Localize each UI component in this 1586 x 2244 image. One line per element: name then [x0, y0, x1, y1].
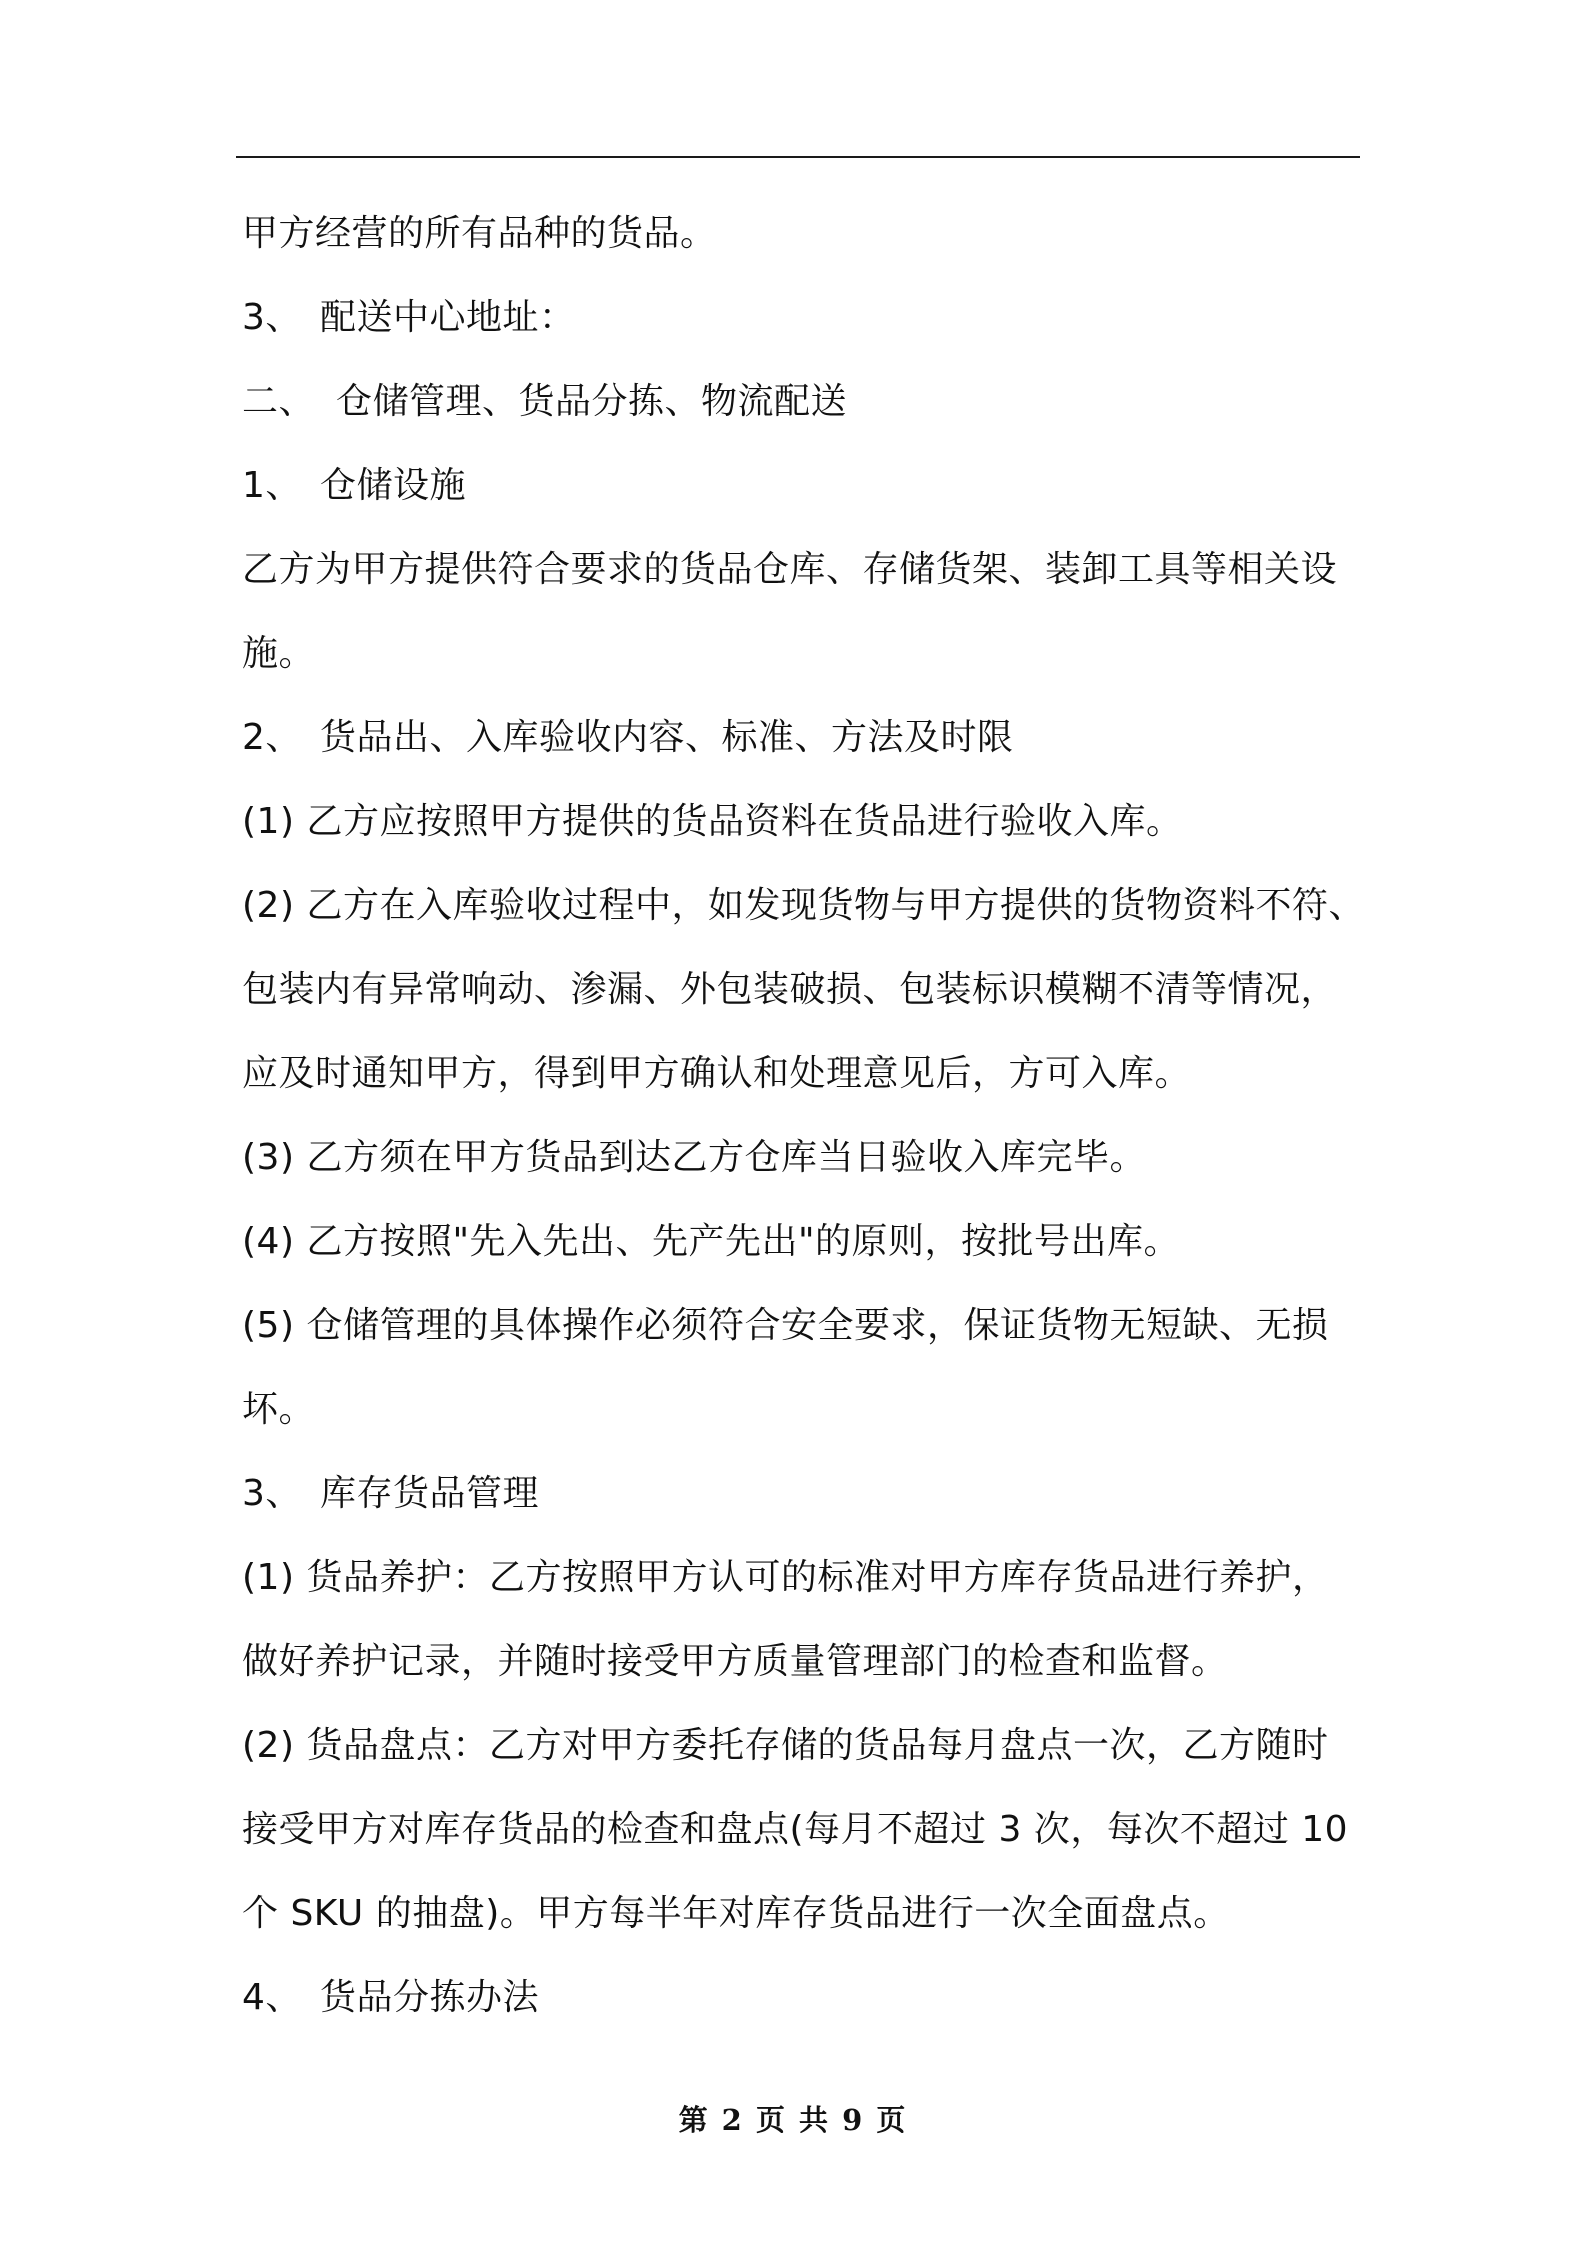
section-title: 货品分拣办法	[320, 1977, 540, 2018]
body-line	[242, 528, 1382, 612]
body-line	[242, 1620, 1382, 1704]
body-line	[242, 1788, 1382, 1872]
document-body	[242, 192, 1382, 2040]
chapter-title: 仓储管理、货品分拣、物流配送	[336, 381, 848, 422]
line-text: 个 SKU 的抽盘)。甲方每半年对库存货品进行一次全面盘点。	[242, 1893, 1230, 1934]
line-text: (2) 货品盘点：乙方对甲方委托存储的货品每月盘点一次，乙方随时	[242, 1725, 1329, 1766]
body-line	[242, 1368, 1382, 1452]
section-heading	[242, 276, 1382, 360]
body-line	[242, 948, 1382, 1032]
body-line	[242, 1536, 1382, 1620]
body-line	[242, 1704, 1382, 1788]
section-heading	[242, 1452, 1382, 1536]
line-text: 应及时通知甲方，得到甲方确认和处理意见后，方可入库。	[242, 1053, 1192, 1094]
body-line	[242, 1032, 1382, 1116]
body-line	[242, 1200, 1382, 1284]
chapter-number: 二、	[242, 381, 316, 422]
line-text: 甲方经营的所有品种的货品。	[242, 213, 717, 254]
section-heading	[242, 1956, 1382, 2040]
body-line	[242, 1284, 1382, 1368]
body-line	[242, 612, 1382, 696]
line-text: 包装内有异常响动、渗漏、外包装破损、包装标识模糊不清等情况，	[242, 969, 1338, 1010]
line-text: 施。	[242, 633, 316, 674]
section-number: 1、	[242, 465, 302, 506]
line-text: (4) 乙方按照"先入先出、先产先出"的原则，按批号出库。	[242, 1221, 1181, 1262]
line-text: 坏。	[242, 1389, 316, 1430]
page-number-footer: 第 2 页 共 9 页	[678, 2103, 908, 2137]
section-number: 3、	[242, 1473, 302, 1514]
section-title: 配送中心地址：	[320, 297, 576, 338]
section-title: 库存货品管理	[320, 1473, 540, 1514]
section-number: 3、	[242, 297, 302, 338]
line-text: 乙方为甲方提供符合要求的货品仓库、存储货架、装卸工具等相关设	[242, 549, 1338, 590]
body-line	[242, 780, 1382, 864]
line-text: (3) 乙方须在甲方货品到达乙方仓库当日验收入库完毕。	[242, 1137, 1146, 1178]
body-line	[242, 1872, 1382, 1956]
chapter-heading	[242, 360, 1382, 444]
section-heading	[242, 444, 1382, 528]
section-title: 仓储设施	[320, 465, 467, 506]
section-number: 4、	[242, 1977, 302, 2018]
body-line	[242, 192, 1382, 276]
section-heading	[242, 696, 1382, 780]
body-line	[242, 864, 1382, 948]
section-title: 货品出、入库验收内容、标准、方法及时限	[320, 717, 1014, 758]
line-text: (5) 仓储管理的具体操作必须符合安全要求，保证货物无短缺、无损	[242, 1305, 1329, 1346]
section-number: 2、	[242, 717, 302, 758]
line-text: 接受甲方对库存货品的检查和盘点(每月不超过 3 次，每次不超过 10	[242, 1809, 1349, 1850]
header-divider	[236, 156, 1360, 158]
line-text: (1) 乙方应按照甲方提供的货品资料在货品进行验收入库。	[242, 801, 1183, 842]
line-text: 做好养护记录，并随时接受甲方质量管理部门的检查和监督。	[242, 1641, 1228, 1682]
line-text: (2) 乙方在入库验收过程中，如发现货物与甲方提供的货物资料不符、	[242, 885, 1365, 926]
line-text: (1) 货品养护：乙方按照甲方认可的标准对甲方库存货品进行养护，	[242, 1557, 1329, 1598]
body-line	[242, 1116, 1382, 1200]
